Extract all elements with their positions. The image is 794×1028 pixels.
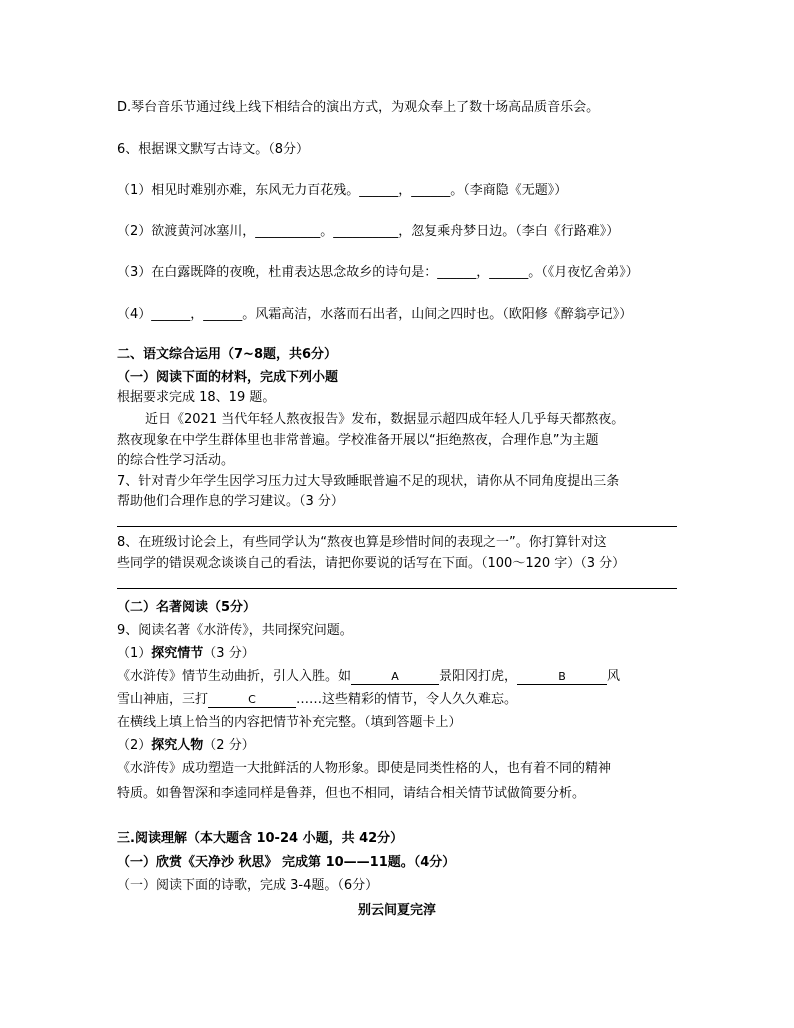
section-2-heading: 二、语文综合运用（7~8题，共6分） bbox=[117, 347, 338, 362]
q6-1-blank-1[interactable]: ______ bbox=[359, 183, 399, 198]
q8-line-2: 些同学的错误观念谈谈自己的看法，请把你要说的话写在下面。（100～120 字）（3 分） bbox=[117, 556, 626, 571]
q8-answer-line[interactable] bbox=[117, 588, 677, 589]
material-line-1: 近日《2021 当代年轻人熬夜报告》发布，数据显示超四成年轻人几乎每天都熬夜。 bbox=[145, 412, 625, 427]
q6-4-prefix: （4） bbox=[117, 307, 152, 322]
section-3-sub1b: （一）阅读下面的诗歌，完成 3-4题。（6分） bbox=[117, 878, 379, 893]
q6-3-mid: ， bbox=[476, 265, 490, 280]
section-2-sub1-heading: （一）阅读下面的材料，完成下列小题 bbox=[117, 370, 339, 385]
q6-item-1 bbox=[117, 182, 567, 200]
q9-part-1-title: 探究情节 bbox=[151, 646, 204, 661]
q9-part-2-title: 探究人物 bbox=[151, 738, 204, 753]
q6-item-3 bbox=[117, 264, 639, 282]
q9-part-2-label: （2） bbox=[117, 738, 152, 753]
material-line-3: 的综合性学习活动。 bbox=[117, 453, 235, 468]
q5-option-d: D.琴台音乐节通过线上线下相结合的演出方式，为观众奉上了数十场高品质音乐会。 bbox=[117, 100, 600, 115]
q6-4-blank-1[interactable]: ______ bbox=[151, 307, 191, 322]
q6-4-blank-2[interactable]: ______ bbox=[203, 307, 243, 322]
q9-blank-a[interactable]: A bbox=[351, 670, 439, 685]
q6-3-prefix: （3）在白露既降的夜晚，杜甫表达思念故乡的诗句是： bbox=[117, 265, 438, 280]
q9-plot-mid-1: 景阳冈打虎， bbox=[439, 669, 518, 684]
q6-3-suffix: 。（《月夜忆舍弟》） bbox=[528, 265, 639, 280]
q9-plot-line-2-suffix: ……这些精彩的情节，令人久久难忘。 bbox=[296, 692, 518, 707]
q9-part-2-heading bbox=[117, 737, 255, 755]
q6-2-blank-1[interactable]: __________ bbox=[255, 224, 321, 239]
q6-item-2 bbox=[117, 223, 619, 241]
q7-answer-line[interactable] bbox=[117, 526, 677, 527]
section-3-sub1: （一）欣赏《天净沙 秋思》 完成第 10——11题。（4分） bbox=[117, 855, 456, 870]
poem-title: 别云间夏完淳 bbox=[357, 903, 436, 918]
q9-blank-c[interactable]: C bbox=[208, 693, 296, 708]
q9-plot-line-1 bbox=[117, 668, 620, 686]
q6-4-suffix: 。风霜高洁，水落而石出者，山间之四时也。（欧阳修《醉翁亭记》） bbox=[242, 307, 633, 322]
q9-plot-prefix: 《水浒传》情节生动曲折，引人入胜。如 bbox=[117, 669, 352, 684]
section-3-heading: 三.阅读理解（本大题含 10-24 小题，共 42分） bbox=[117, 831, 404, 846]
section-2-sub2-heading: （二）名著阅读（5分） bbox=[117, 600, 257, 615]
q9-plot-mid-2: 风 bbox=[607, 669, 621, 684]
q9-fill-instruction: 在横线上填上恰当的内容把情节补充完整。（填到答题卡上） bbox=[117, 715, 462, 730]
q9-blank-b[interactable]: B bbox=[517, 670, 607, 685]
q6-heading: 6、根据课文默写古诗文。（8分） bbox=[117, 142, 310, 157]
q9-character-line-2: 特质。如鲁智深和李逵同样是鲁莽，但也不相同，请结合相关情节试做简要分析。 bbox=[117, 786, 586, 801]
q6-1-suffix: 。（李商隐《无题》） bbox=[450, 183, 568, 198]
q6-2-suffix: ，忽复乘舟梦日边。（李白《行路难》） bbox=[398, 224, 620, 239]
q6-2-blank-2[interactable]: __________ bbox=[333, 224, 399, 239]
q6-2-prefix: （2）欲渡黄河冰塞川， bbox=[117, 224, 256, 239]
q9-part-1-score: （3 分） bbox=[203, 646, 255, 661]
material-line-2: 熬夜现象在中学生群体里也非常普遍。学校准备开展以“拒绝熬夜，合理作息”为主题 bbox=[117, 433, 599, 448]
q9-part-2-score: （2 分） bbox=[203, 738, 255, 753]
q7-line-2: 帮助他们合理作息的学习建议。（3 分） bbox=[117, 494, 344, 509]
q6-4-mid: ， bbox=[190, 307, 204, 322]
q8-line-1: 8、在班级讨论会上，有些同学认为“熬夜也算是珍惜时间的表现之一”。你打算针对这 bbox=[117, 535, 607, 550]
q6-3-blank-1[interactable]: ______ bbox=[437, 265, 477, 280]
q9-character-line-1: 《水浒传》成功塑造一大批鲜活的人物形象。即使是同类性格的人，也有着不同的精神 bbox=[117, 761, 612, 776]
q6-1-prefix: （1）相见时难别亦难，东风无力百花残。 bbox=[117, 183, 360, 198]
q6-3-blank-2[interactable]: ______ bbox=[489, 265, 529, 280]
q9-plot-line-2 bbox=[117, 691, 517, 709]
q9-part-1-label: （1） bbox=[117, 646, 152, 661]
q9-part-1-heading bbox=[117, 645, 255, 663]
q6-1-mid: ， bbox=[398, 183, 412, 198]
section-2-instruction: 根据要求完成 18、19 题。 bbox=[117, 390, 276, 405]
q6-1-blank-2[interactable]: ______ bbox=[411, 183, 451, 198]
q9-intro: 9、阅读名著《水浒传》，共同探究问题。 bbox=[117, 623, 353, 638]
q9-plot-line-2-prefix: 雪山神庙，三打 bbox=[117, 692, 209, 707]
q6-item-4 bbox=[117, 306, 632, 324]
q7-line-1: 7、针对青少年学生因学习压力过大导致睡眠普遍不足的现状，请你从不同角度提出三条 bbox=[117, 474, 620, 489]
q6-2-mid: 。 bbox=[320, 224, 334, 239]
